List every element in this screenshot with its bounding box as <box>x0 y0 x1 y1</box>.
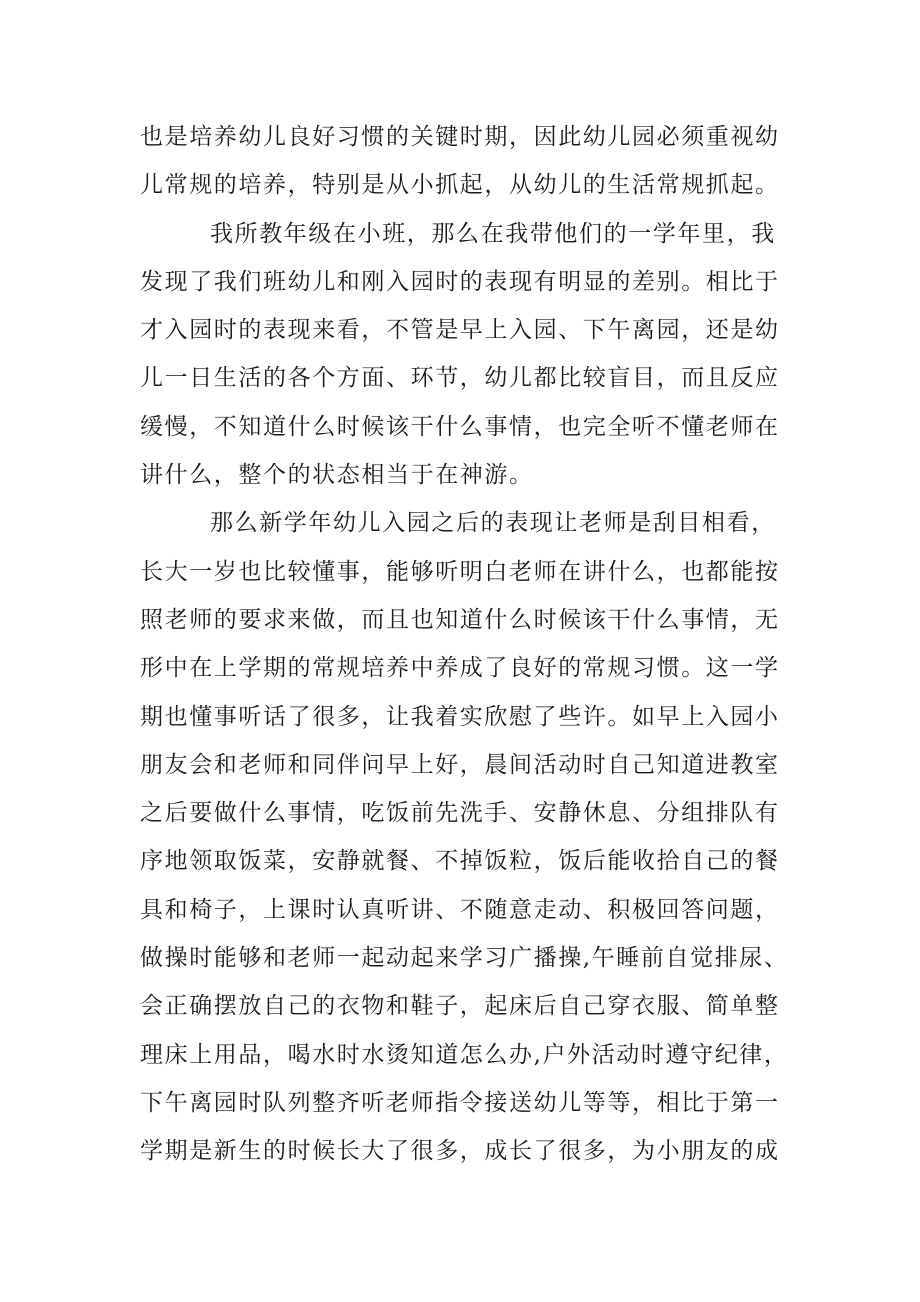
text-line: 下午离园时队列整齐听老师指令接送幼儿等等，相比于第一 <box>140 1089 780 1116</box>
text-line: 做操时能够和老师一起动起来学习广播操,午睡前自觉排尿、 <box>140 945 789 972</box>
body-text <box>140 113 800 1176</box>
text-line: 会正确摆放自己的衣物和鞋子，起床后自己穿衣服、简单整 <box>140 993 780 1020</box>
text-line: 发现了我们班幼儿和刚入园时的表现有明显的差别。相比于 <box>140 268 780 295</box>
text-line: 讲什么，整个的状态相当于在神游。 <box>140 462 534 489</box>
text-line: 儿常规的培养，特别是从小抓起，从幼儿的生活常规抓起。 <box>140 172 780 199</box>
text-line: 才入园时的表现来看，不管是早上入园、下午离园，还是幼 <box>140 317 780 344</box>
text-line: 期也懂事听话了很多，让我着实欣慰了些许。如早上入园小 <box>140 703 780 730</box>
text-line: 儿一日生活的各个方面、环节，幼儿都比较盲目，而且反应 <box>140 365 780 392</box>
text-line: 理床上用品，喝水时水烫知道怎么办,户外活动时遵守纪律， <box>140 1041 789 1068</box>
paragraph-start-line: 我所教年级在小班，那么在我带他们的一学年里，我 <box>210 220 776 247</box>
text-line: 照老师的要求来做，而且也知道什么时候该干什么事情，无 <box>140 606 780 633</box>
text-line: 学期是新生的时候长大了很多，成长了很多，为小朋友的成 <box>140 1138 780 1165</box>
text-line: 形中在上学期的常规培养中养成了良好的常规习惯。这一学 <box>140 655 780 682</box>
text-line: 长大一岁也比较懂事，能够听明白老师在讲什么，也都能按 <box>140 558 780 585</box>
text-line: 具和椅子，上课时认真听讲、不随意走动、积极回答问题， <box>140 896 780 923</box>
text-line: 缓慢，不知道什么时候该干什么事情，也完全听不懂老师在 <box>140 413 780 440</box>
paragraph-start-line: 那么新学年幼儿入园之后的表现让老师是刮目相看， <box>210 510 776 537</box>
text-line: 朋友会和老师和同伴问早上好，晨间活动时自己知道进教室 <box>140 751 780 778</box>
text-line: 之后要做什么事情，吃饭前先洗手、安静休息、分组排队有 <box>140 800 780 827</box>
text-line: 也是培养幼儿良好习惯的关键时期，因此幼儿园必须重视幼 <box>140 124 780 150</box>
text-line: 序地领取饭菜，安静就餐、不掉饭粒，饭后能收拾自己的餐 <box>140 848 780 875</box>
